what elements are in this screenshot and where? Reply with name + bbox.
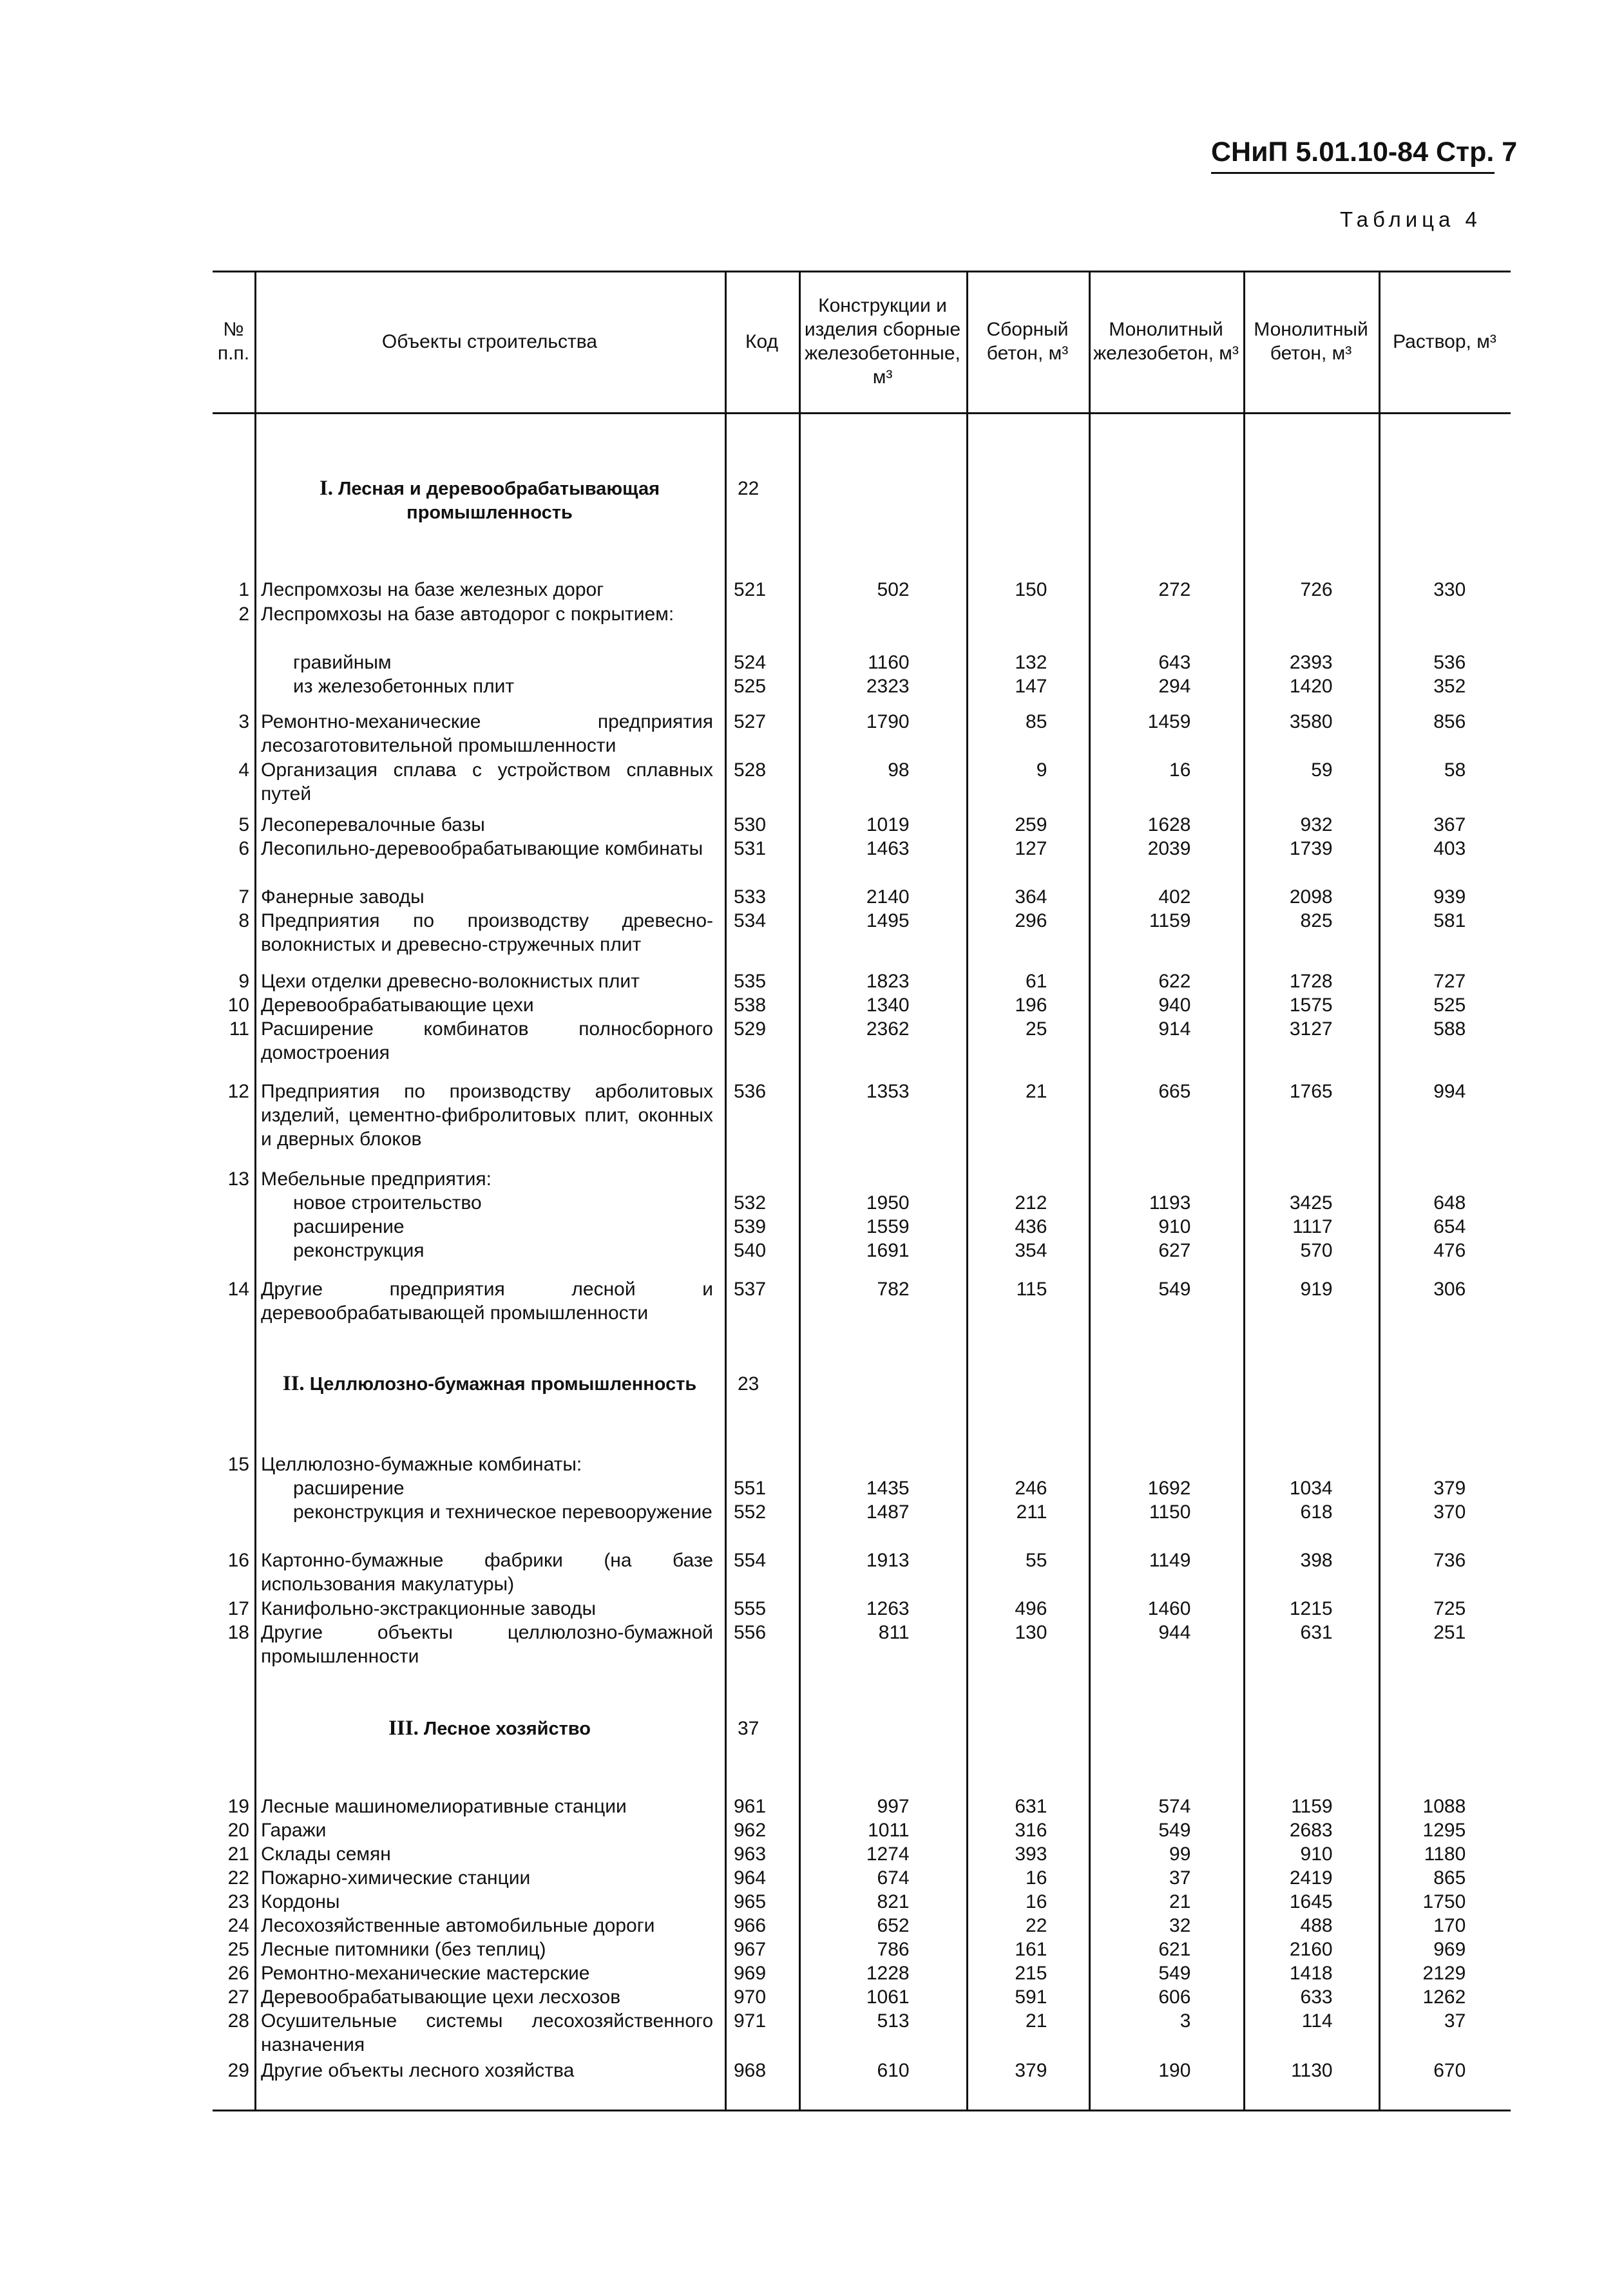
value-precast-concrete: 316 <box>1015 1820 1047 1841</box>
value-monolithic-rc: 627 <box>1158 1240 1191 1261</box>
value-monolithic-rc: 1193 <box>1149 1192 1191 1214</box>
value-precast-concrete: 161 <box>1015 1939 1047 1960</box>
row-code: 962 <box>734 1820 767 1841</box>
value-monolithic-concrete: 1739 <box>1289 838 1333 859</box>
row-number: 5 <box>238 814 249 835</box>
value-precast-concrete: 215 <box>1015 1963 1047 1984</box>
value-monolithic-concrete: 2393 <box>1289 652 1333 673</box>
section-title: Целлюлозно-бумажная промышленность <box>304 1374 697 1395</box>
value-precast-concrete: 115 <box>1016 1279 1047 1300</box>
value-monolithic-concrete: 570 <box>1300 1240 1333 1261</box>
value-precast-rc: 2140 <box>866 886 910 908</box>
value-monolithic-concrete: 488 <box>1300 1915 1333 1936</box>
value-mortar: 865 <box>1433 1867 1466 1889</box>
section-roman: II. <box>282 1372 305 1395</box>
value-monolithic-concrete: 932 <box>1300 814 1333 835</box>
row-number: 17 <box>227 1598 249 1619</box>
section-title: Лесное хозяйство <box>418 1719 591 1739</box>
row-code: 533 <box>734 886 767 908</box>
value-precast-concrete: 296 <box>1015 910 1047 931</box>
value-mortar: 736 <box>1433 1550 1466 1571</box>
value-mortar: 727 <box>1433 971 1466 992</box>
row-code: 552 <box>734 1501 767 1523</box>
row-name: Осушительные системы лесохозяйственного назначения <box>261 2010 713 2055</box>
value-monolithic-rc: 1628 <box>1147 814 1191 835</box>
value-monolithic-rc: 1149 <box>1149 1550 1191 1571</box>
value-precast-rc: 1160 <box>868 652 910 673</box>
value-precast-concrete: 196 <box>1015 995 1047 1016</box>
section-heading <box>267 1717 712 1741</box>
column-divider <box>799 271 801 2110</box>
header-monolithic-concrete: Монолитный бетон, м³ <box>1254 319 1368 364</box>
row-number: 23 <box>227 1891 249 1912</box>
column-divider <box>1089 271 1091 2110</box>
row-number: 27 <box>227 1986 249 2008</box>
row-name: Лесохозяйственные автомобильные дороги <box>261 1915 655 1936</box>
value-mortar: 1262 <box>1422 1986 1466 2008</box>
row-number: 21 <box>227 1844 249 1865</box>
row-number: 18 <box>227 1622 249 1643</box>
value-monolithic-concrete: 825 <box>1300 910 1333 931</box>
value-monolithic-rc: 910 <box>1158 1216 1191 1237</box>
column-divider <box>1243 271 1245 2110</box>
value-precast-rc: 1011 <box>868 1820 910 1841</box>
row-name: Леспромхозы на базе автодорог с покрытием: <box>261 604 674 625</box>
value-precast-rc: 674 <box>877 1867 910 1889</box>
value-monolithic-concrete: 1034 <box>1289 1478 1333 1499</box>
value-mortar: 536 <box>1433 652 1466 673</box>
row-code: 961 <box>734 1796 767 1817</box>
value-monolithic-concrete: 3425 <box>1289 1192 1333 1214</box>
value-monolithic-concrete: 1575 <box>1289 995 1333 1016</box>
value-mortar: 588 <box>1433 1018 1466 1040</box>
header-precast-rc: Конструкции и изделия сборные железобетонные, м³ <box>804 295 961 388</box>
value-monolithic-concrete: 631 <box>1300 1622 1333 1643</box>
section-heading <box>267 1372 712 1396</box>
value-mortar: 1295 <box>1422 1820 1466 1841</box>
section-roman: III. <box>388 1717 419 1740</box>
row-name: Лесоперевалочные базы <box>261 814 485 835</box>
value-precast-concrete: 130 <box>1015 1622 1047 1643</box>
row-name: Другие объекты целлюлозно-бумажной промышленности <box>261 1622 713 1667</box>
header-mortar: Раствор, м³ <box>1393 330 1496 352</box>
value-monolithic-concrete: 1130 <box>1291 2060 1333 2081</box>
value-monolithic-concrete: 910 <box>1300 1844 1333 1865</box>
value-monolithic-rc: 190 <box>1158 2060 1191 2081</box>
row-name: Лесные питомники (без теплиц) <box>261 1939 546 1960</box>
value-precast-rc: 1559 <box>866 1216 910 1237</box>
row-code: 528 <box>734 759 767 781</box>
row-code: 965 <box>734 1891 767 1912</box>
value-monolithic-concrete: 1215 <box>1289 1598 1333 1619</box>
value-monolithic-rc: 606 <box>1158 1986 1191 2008</box>
value-precast-concrete: 16 <box>1026 1867 1047 1889</box>
row-code: 539 <box>734 1216 767 1237</box>
value-monolithic-concrete: 1765 <box>1289 1081 1333 1102</box>
value-monolithic-rc: 574 <box>1158 1796 1191 1817</box>
row-code: 532 <box>734 1192 767 1214</box>
value-monolithic-concrete: 726 <box>1300 579 1333 600</box>
row-name: Предприятия по производству арболитовых изделий, цементно-фибролитовых плит, оконных и дверных блоков <box>261 1081 713 1150</box>
value-precast-rc: 1823 <box>866 971 910 992</box>
value-precast-concrete: 246 <box>1015 1478 1047 1499</box>
row-code: 524 <box>734 652 767 673</box>
row-number: 20 <box>227 1820 249 1841</box>
value-precast-concrete: 61 <box>1026 971 1047 992</box>
value-monolithic-concrete: 2098 <box>1289 886 1333 908</box>
value-precast-concrete: 16 <box>1026 1891 1047 1912</box>
header-bottom-rule <box>213 412 1511 414</box>
row-code: 536 <box>734 1081 767 1102</box>
value-monolithic-rc: 3 <box>1180 2010 1191 2032</box>
row-name: Организация сплава с устройством сплавных путей <box>261 759 713 805</box>
row-code: 554 <box>734 1550 767 1571</box>
section-code: 23 <box>738 1373 759 1395</box>
section-code: 37 <box>738 1718 759 1739</box>
value-mortar: 352 <box>1433 676 1466 697</box>
row-number: 9 <box>238 971 249 992</box>
value-mortar: 939 <box>1433 886 1466 908</box>
value-monolithic-concrete: 618 <box>1300 1501 1333 1523</box>
value-mortar: 251 <box>1433 1622 1466 1643</box>
value-precast-concrete: 591 <box>1015 1986 1047 2008</box>
value-precast-rc: 1340 <box>866 995 910 1016</box>
value-monolithic-rc: 1159 <box>1149 910 1191 931</box>
value-precast-rc: 1691 <box>866 1240 910 1261</box>
header-number: № п.п. <box>217 319 250 364</box>
value-monolithic-concrete: 59 <box>1311 759 1333 781</box>
row-number: 3 <box>238 711 249 732</box>
value-monolithic-concrete: 1117 <box>1292 1216 1333 1237</box>
value-precast-rc: 1061 <box>866 1986 910 2008</box>
value-precast-rc: 1019 <box>866 814 910 835</box>
row-name: Гаражи <box>261 1820 327 1841</box>
row-name: Деревообрабатывающие цехи лесхозов <box>261 1986 621 2008</box>
value-precast-concrete: 150 <box>1015 579 1047 600</box>
value-mortar: 370 <box>1433 1501 1466 1523</box>
row-name: Другие предприятия лесной и деревообрабатывающей промышленности <box>261 1279 713 1324</box>
row-name: Склады семян <box>261 1844 391 1865</box>
header-objects: Объекты строительства <box>381 330 598 352</box>
row-name: Пожарно-химические станции <box>261 1867 531 1889</box>
row-code: 964 <box>734 1867 767 1889</box>
value-precast-concrete: 21 <box>1026 2010 1047 2032</box>
value-monolithic-rc: 549 <box>1158 1963 1191 1984</box>
value-mortar: 330 <box>1433 579 1466 600</box>
column-divider <box>966 271 968 2110</box>
value-precast-concrete: 147 <box>1015 676 1047 697</box>
value-precast-concrete: 631 <box>1015 1796 1047 1817</box>
row-name: Мебельные предприятия: <box>261 1168 492 1190</box>
value-precast-concrete: 9 <box>1036 759 1047 781</box>
row-name: Леспромхозы на базе железных дорог <box>261 579 604 600</box>
row-number: 28 <box>227 2010 249 2032</box>
value-monolithic-rc: 549 <box>1158 1279 1191 1300</box>
value-mortar: 1180 <box>1424 1844 1466 1865</box>
column-divider <box>725 271 727 2110</box>
value-mortar: 1750 <box>1422 1891 1466 1912</box>
row-code: 525 <box>734 676 767 697</box>
value-mortar: 856 <box>1433 711 1466 732</box>
value-monolithic-rc: 622 <box>1158 971 1191 992</box>
value-monolithic-rc: 1150 <box>1149 1501 1191 1523</box>
row-number: 14 <box>227 1279 249 1300</box>
value-mortar: 403 <box>1433 838 1466 859</box>
value-mortar: 648 <box>1433 1192 1466 1214</box>
row-name: Фанерные заводы <box>261 886 425 908</box>
section-roman: I. <box>319 477 334 500</box>
row-number: 16 <box>227 1550 249 1571</box>
row-number: 7 <box>238 886 249 908</box>
value-monolithic-concrete: 1418 <box>1289 1963 1333 1984</box>
value-precast-concrete: 25 <box>1026 1018 1047 1040</box>
value-precast-rc: 1353 <box>866 1081 910 1102</box>
value-monolithic-concrete: 1420 <box>1289 676 1333 697</box>
header-monolithic-rc: Монолитный железобетон, м³ <box>1093 319 1239 364</box>
value-precast-rc: 821 <box>877 1891 910 1912</box>
value-precast-rc: 1950 <box>866 1192 910 1214</box>
value-monolithic-rc: 99 <box>1169 1844 1191 1865</box>
value-monolithic-rc: 914 <box>1158 1018 1191 1040</box>
row-name: Канифольно-экстракционные заводы <box>261 1598 597 1619</box>
row-name: Ремонтно-механические мастерские <box>261 1963 590 1984</box>
value-precast-concrete: 436 <box>1015 1216 1047 1237</box>
value-precast-concrete: 393 <box>1015 1844 1047 1865</box>
value-monolithic-rc: 1692 <box>1147 1478 1191 1499</box>
row-name: новое строительство <box>293 1192 482 1214</box>
value-monolithic-rc: 21 <box>1169 1891 1191 1912</box>
value-precast-rc: 98 <box>888 759 910 781</box>
row-code: 971 <box>734 2010 767 2032</box>
row-name: Лесные машиномелиоративные станции <box>261 1796 627 1817</box>
value-mortar: 654 <box>1433 1216 1466 1237</box>
row-code: 968 <box>734 2060 767 2081</box>
row-code: 521 <box>734 579 767 600</box>
value-precast-concrete: 259 <box>1015 814 1047 835</box>
value-precast-rc: 513 <box>877 2010 910 2032</box>
row-number: 1 <box>238 579 249 600</box>
row-name: Расширение комбинатов полносборного домостроения <box>261 1018 713 1063</box>
row-code: 555 <box>734 1598 767 1619</box>
value-precast-concrete: 21 <box>1026 1081 1047 1102</box>
value-precast-rc: 610 <box>877 2060 910 2081</box>
value-monolithic-concrete: 2683 <box>1289 1820 1333 1841</box>
value-precast-rc: 652 <box>877 1915 910 1936</box>
value-mortar: 58 <box>1444 759 1466 781</box>
value-precast-concrete: 22 <box>1026 1915 1047 1936</box>
value-precast-concrete: 211 <box>1016 1501 1047 1523</box>
row-number: 19 <box>227 1796 249 1817</box>
value-mortar: 476 <box>1433 1240 1466 1261</box>
header-code: Код <box>745 330 778 352</box>
row-name: расширение <box>293 1478 405 1499</box>
value-precast-rc: 502 <box>877 579 910 600</box>
value-precast-rc: 2362 <box>866 1018 910 1040</box>
row-number: 29 <box>227 2060 249 2081</box>
value-mortar: 581 <box>1433 910 1466 931</box>
value-precast-concrete: 354 <box>1015 1240 1047 1261</box>
row-name: Другие объекты лесного хозяйства <box>261 2060 575 2081</box>
value-monolithic-rc: 1459 <box>1147 711 1191 732</box>
row-number: 6 <box>238 838 249 859</box>
value-monolithic-concrete: 1159 <box>1291 1796 1333 1817</box>
value-precast-rc: 786 <box>877 1939 910 1960</box>
row-number: 15 <box>227 1454 249 1475</box>
row-name: Кордоны <box>261 1891 340 1912</box>
row-code: 556 <box>734 1622 767 1643</box>
value-mortar: 670 <box>1433 2060 1466 2081</box>
row-name: Картонно-бумажные фабрики (на базе использования макулатуры) <box>261 1550 713 1595</box>
section-title: Лесная и деревообрабатывающая промышленность <box>333 479 660 523</box>
value-monolithic-concrete: 114 <box>1301 2010 1333 2032</box>
value-monolithic-concrete: 3127 <box>1289 1018 1333 1040</box>
value-monolithic-concrete: 633 <box>1300 1986 1333 2008</box>
value-mortar: 994 <box>1433 1081 1466 1102</box>
section-code: 22 <box>738 478 759 499</box>
row-number: 8 <box>238 910 249 931</box>
value-mortar: 725 <box>1433 1598 1466 1619</box>
row-name: Деревообрабатывающие цехи <box>261 995 534 1016</box>
row-code: 967 <box>734 1939 767 1960</box>
value-monolithic-rc: 1460 <box>1147 1598 1191 1619</box>
row-number: 25 <box>227 1939 249 1960</box>
row-number: 22 <box>227 1867 249 1889</box>
row-name: Ремонтно-механические предприятия лесозаготовительной промышленности <box>261 711 713 756</box>
value-monolithic-rc: 402 <box>1158 886 1191 908</box>
value-mortar: 170 <box>1433 1915 1466 1936</box>
value-mortar: 1088 <box>1422 1796 1466 1817</box>
value-precast-concrete: 55 <box>1026 1550 1047 1571</box>
column-divider <box>1379 271 1380 2110</box>
value-precast-concrete: 212 <box>1015 1192 1047 1214</box>
value-precast-concrete: 127 <box>1015 838 1047 859</box>
value-precast-concrete: 496 <box>1015 1598 1047 1619</box>
value-monolithic-concrete: 2419 <box>1289 1867 1333 1889</box>
value-precast-rc: 782 <box>877 1279 910 1300</box>
column-divider <box>254 271 256 2110</box>
row-code: 538 <box>734 995 767 1016</box>
value-precast-rc: 1495 <box>866 910 910 931</box>
row-code: 531 <box>734 838 767 859</box>
value-mortar: 2129 <box>1422 1963 1466 1984</box>
value-precast-rc: 811 <box>878 1622 910 1643</box>
value-precast-rc: 1274 <box>866 1844 910 1865</box>
value-monolithic-concrete: 1645 <box>1289 1891 1333 1912</box>
value-mortar: 525 <box>1433 995 1466 1016</box>
row-number: 2 <box>238 604 249 625</box>
row-code: 530 <box>734 814 767 835</box>
value-precast-rc: 1913 <box>866 1550 910 1571</box>
row-code: 537 <box>734 1279 767 1300</box>
value-precast-rc: 1228 <box>866 1963 910 1984</box>
value-monolithic-concrete: 398 <box>1300 1550 1333 1571</box>
value-precast-concrete: 379 <box>1015 2060 1047 2081</box>
row-number: 10 <box>227 995 249 1016</box>
table-top-rule <box>213 271 1511 272</box>
row-code: 534 <box>734 910 767 931</box>
row-code: 529 <box>734 1018 767 1040</box>
value-precast-concrete: 85 <box>1026 711 1047 732</box>
row-number: 26 <box>227 1963 249 1984</box>
header-precast-concrete: Сборный бетон, м³ <box>986 319 1069 364</box>
value-monolithic-concrete: 2160 <box>1289 1939 1333 1960</box>
row-name: Цехи отделки древесно-волокнистых плит <box>261 971 640 992</box>
row-number: 11 <box>229 1018 249 1040</box>
value-precast-rc: 1487 <box>866 1501 910 1523</box>
row-name: гравийным <box>293 652 392 673</box>
value-monolithic-rc: 665 <box>1158 1081 1191 1102</box>
value-mortar: 306 <box>1433 1279 1466 1300</box>
row-code: 540 <box>734 1240 767 1261</box>
row-name: Целлюлозно-бумажные комбинаты: <box>261 1454 582 1475</box>
value-monolithic-rc: 621 <box>1158 1939 1191 1960</box>
row-code: 969 <box>734 1963 767 1984</box>
value-precast-concrete: 132 <box>1015 652 1047 673</box>
row-name: реконструкция и техническое перевооружение <box>293 1501 712 1523</box>
section-heading <box>267 477 712 525</box>
row-number: 13 <box>227 1168 249 1190</box>
document-header: СНиП 5.01.10-84 Стр. 7 <box>1211 137 1495 174</box>
row-code: 527 <box>734 711 767 732</box>
value-mortar: 379 <box>1433 1478 1466 1499</box>
value-precast-rc: 1463 <box>866 838 910 859</box>
row-number: 24 <box>227 1915 249 1936</box>
row-name: из железобетонных плит <box>293 676 515 697</box>
row-code: 970 <box>734 1986 767 2008</box>
row-code: 963 <box>734 1844 767 1865</box>
value-precast-rc: 1263 <box>866 1598 910 1619</box>
value-monolithic-rc: 16 <box>1169 759 1191 781</box>
value-monolithic-rc: 549 <box>1158 1820 1191 1841</box>
value-monolithic-rc: 2039 <box>1147 838 1191 859</box>
row-code: 551 <box>734 1478 767 1499</box>
row-name: Предприятия по производству древесно-волокнистых и древесно-стружечных плит <box>261 910 713 955</box>
value-monolithic-rc: 272 <box>1158 579 1191 600</box>
row-name: реконструкция <box>293 1240 425 1261</box>
value-precast-rc: 1435 <box>866 1478 910 1499</box>
value-precast-rc: 1790 <box>866 711 910 732</box>
value-mortar: 969 <box>1433 1939 1466 1960</box>
row-name: Лесопильно-деревообрабатывающие комбинаты <box>261 838 703 859</box>
row-code: 535 <box>734 971 767 992</box>
row-number: 12 <box>227 1081 249 1102</box>
value-mortar: 37 <box>1444 2010 1466 2032</box>
value-mortar: 367 <box>1433 814 1466 835</box>
value-monolithic-concrete: 3580 <box>1289 711 1333 732</box>
row-number: 4 <box>238 759 249 781</box>
value-monolithic-rc: 37 <box>1169 1867 1191 1889</box>
row-code: 966 <box>734 1915 767 1936</box>
value-monolithic-concrete: 919 <box>1300 1279 1333 1300</box>
table-caption: Таблица 4 <box>1340 207 1482 231</box>
value-monolithic-rc: 643 <box>1158 652 1191 673</box>
value-monolithic-concrete: 1728 <box>1289 971 1333 992</box>
table-bottom-rule <box>213 2110 1511 2111</box>
value-monolithic-rc: 32 <box>1169 1915 1191 1936</box>
value-precast-rc: 997 <box>877 1796 910 1817</box>
value-monolithic-rc: 940 <box>1158 995 1191 1016</box>
value-precast-concrete: 364 <box>1015 886 1047 908</box>
row-name: расширение <box>293 1216 405 1237</box>
value-monolithic-rc: 944 <box>1158 1622 1191 1643</box>
value-precast-rc: 2323 <box>866 676 910 697</box>
value-monolithic-rc: 294 <box>1158 676 1191 697</box>
